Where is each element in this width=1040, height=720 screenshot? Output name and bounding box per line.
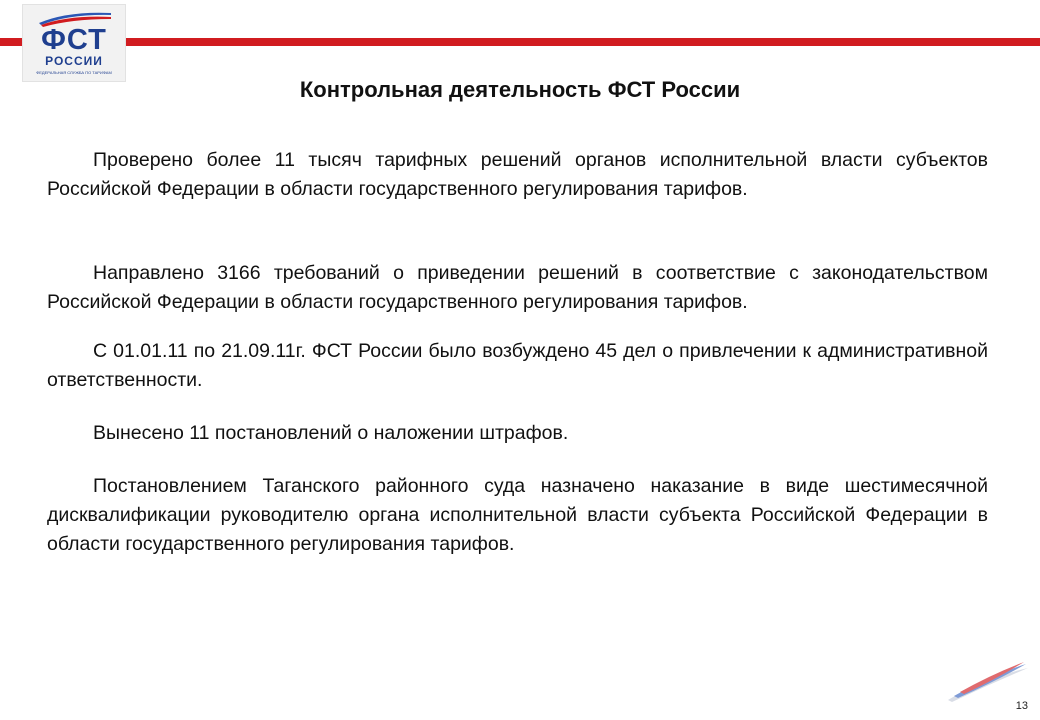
paragraph-cases: С 01.01.11 по 21.09.11г. ФСТ России было возбуждено 45 дел о привлечении к административной ответственности. [47, 340, 988, 391]
logo-country-text: РОССИИ [45, 54, 103, 68]
slide-body [47, 146, 988, 559]
corner-swoosh-icon [944, 660, 1030, 704]
logo-subtitle: ФЕДЕРАЛЬНАЯ СЛУЖБА ПО ТАРИФАМ [36, 70, 112, 75]
paragraph-disqualification: Постановлением Таганского районного суда назначено наказание в виде шестимесячной дисквалификации руководителю органа исполнительной власти субъекта Российской Федерации в области государственного регулирования тарифов. [47, 475, 988, 555]
logo-main-text: ФСТ [41, 24, 107, 56]
page-number: 13 [1015, 700, 1028, 712]
fst-logo [22, 4, 126, 82]
paragraph-inspections: Проверено более 11 тысяч тарифных решений органов исполнительной власти субъектов Российской Федерации в области государственного регулирования тарифов. [47, 149, 988, 200]
paragraph-requirements: Направлено 3166 требований о приведении решений в соответствие с законодательством Российской Федерации в области государственного регулирования тарифов. [47, 262, 988, 313]
top-red-rule-left [0, 38, 22, 46]
top-red-rule [126, 38, 1040, 46]
slide-title: Контрольная деятельность ФСТ России [299, 77, 741, 102]
paragraph-fines: Вынесено 11 постановлений о наложении штрафов. [93, 422, 569, 444]
